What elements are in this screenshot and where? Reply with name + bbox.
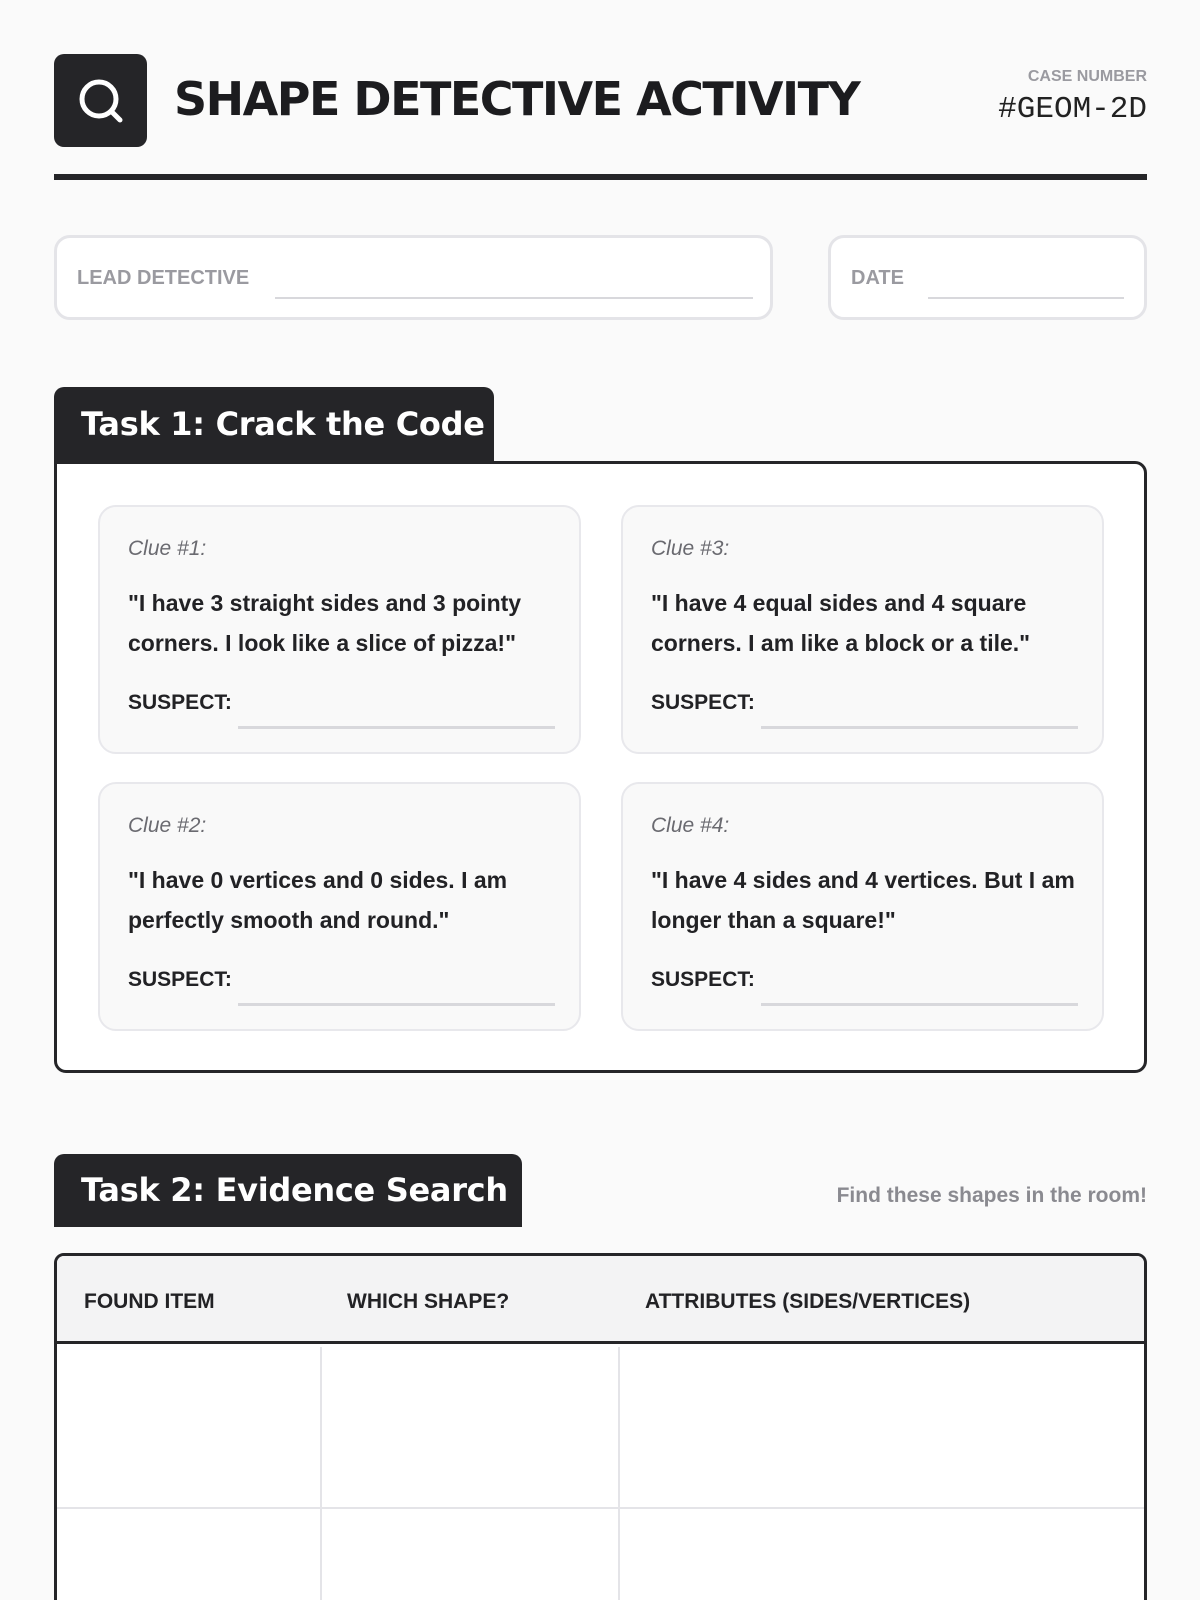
header-divider	[54, 174, 1147, 180]
lead-detective-field	[54, 235, 773, 320]
column-divider	[618, 1347, 620, 1600]
clue-label: Clue #2:	[128, 814, 207, 837]
clue-label: Clue #3:	[651, 537, 730, 560]
lead-detective-label: LEAD DETECTIVE	[77, 267, 250, 289]
case-number-value: #GEOM-2D	[998, 92, 1147, 127]
clue-label: Clue #4:	[651, 814, 730, 837]
clue-text: "I have 4 sides and 4 vertices. But I am longer than a square!"	[651, 867, 1075, 933]
suspect-answer-input[interactable]	[761, 1003, 1078, 1006]
date-field	[828, 235, 1147, 320]
suspect-label: SUSPECT:	[651, 691, 755, 714]
table-header	[57, 1256, 1144, 1344]
clue-card-1	[98, 505, 581, 754]
task2-hint: Find these shapes in the room!	[836, 1184, 1147, 1207]
clue-text: "I have 0 vertices and 0 sides. I am perfectly smooth and round."	[128, 867, 508, 933]
evidence-table	[54, 1253, 1147, 1600]
suspect-label: SUSPECT:	[651, 968, 755, 991]
page-header	[54, 54, 1147, 147]
search-icon	[75, 75, 127, 127]
suspect-label: SUSPECT:	[128, 968, 232, 991]
suspect-answer-input[interactable]	[761, 726, 1078, 729]
column-header-found-item: FOUND ITEM	[84, 1290, 215, 1313]
date-input[interactable]	[928, 297, 1124, 299]
clue-text: "I have 4 equal sides and 4 square corners. I am like a block or a tile."	[651, 590, 1031, 656]
column-header-attributes: ATTRIBUTES (SIDES/VERTICES)	[645, 1290, 971, 1313]
clue-card-4	[621, 782, 1104, 1031]
task1-panel	[54, 461, 1147, 1073]
clue-card-2	[98, 782, 581, 1031]
task1-title: Task 1: Crack the Code	[54, 387, 494, 463]
lead-detective-input[interactable]	[275, 297, 753, 299]
clue-label: Clue #1:	[128, 537, 207, 560]
suspect-label: SUSPECT:	[128, 691, 232, 714]
suspect-answer-input[interactable]	[238, 1003, 555, 1006]
date-label: DATE	[851, 267, 904, 289]
column-header-which-shape: WHICH SHAPE?	[347, 1290, 510, 1313]
page-title: SHAPE DETECTIVE ACTIVITY	[174, 72, 860, 126]
suspect-answer-input[interactable]	[238, 726, 555, 729]
logo-badge	[54, 54, 147, 147]
row-divider	[57, 1507, 1144, 1509]
clue-card-3	[621, 505, 1104, 754]
clue-text: "I have 3 straight sides and 3 pointy corners. I look like a slice of pizza!"	[128, 590, 522, 656]
task2-title: Task 2: Evidence Search	[54, 1154, 522, 1227]
column-divider	[320, 1347, 322, 1600]
case-number-label: CASE NUMBER	[1027, 68, 1147, 85]
